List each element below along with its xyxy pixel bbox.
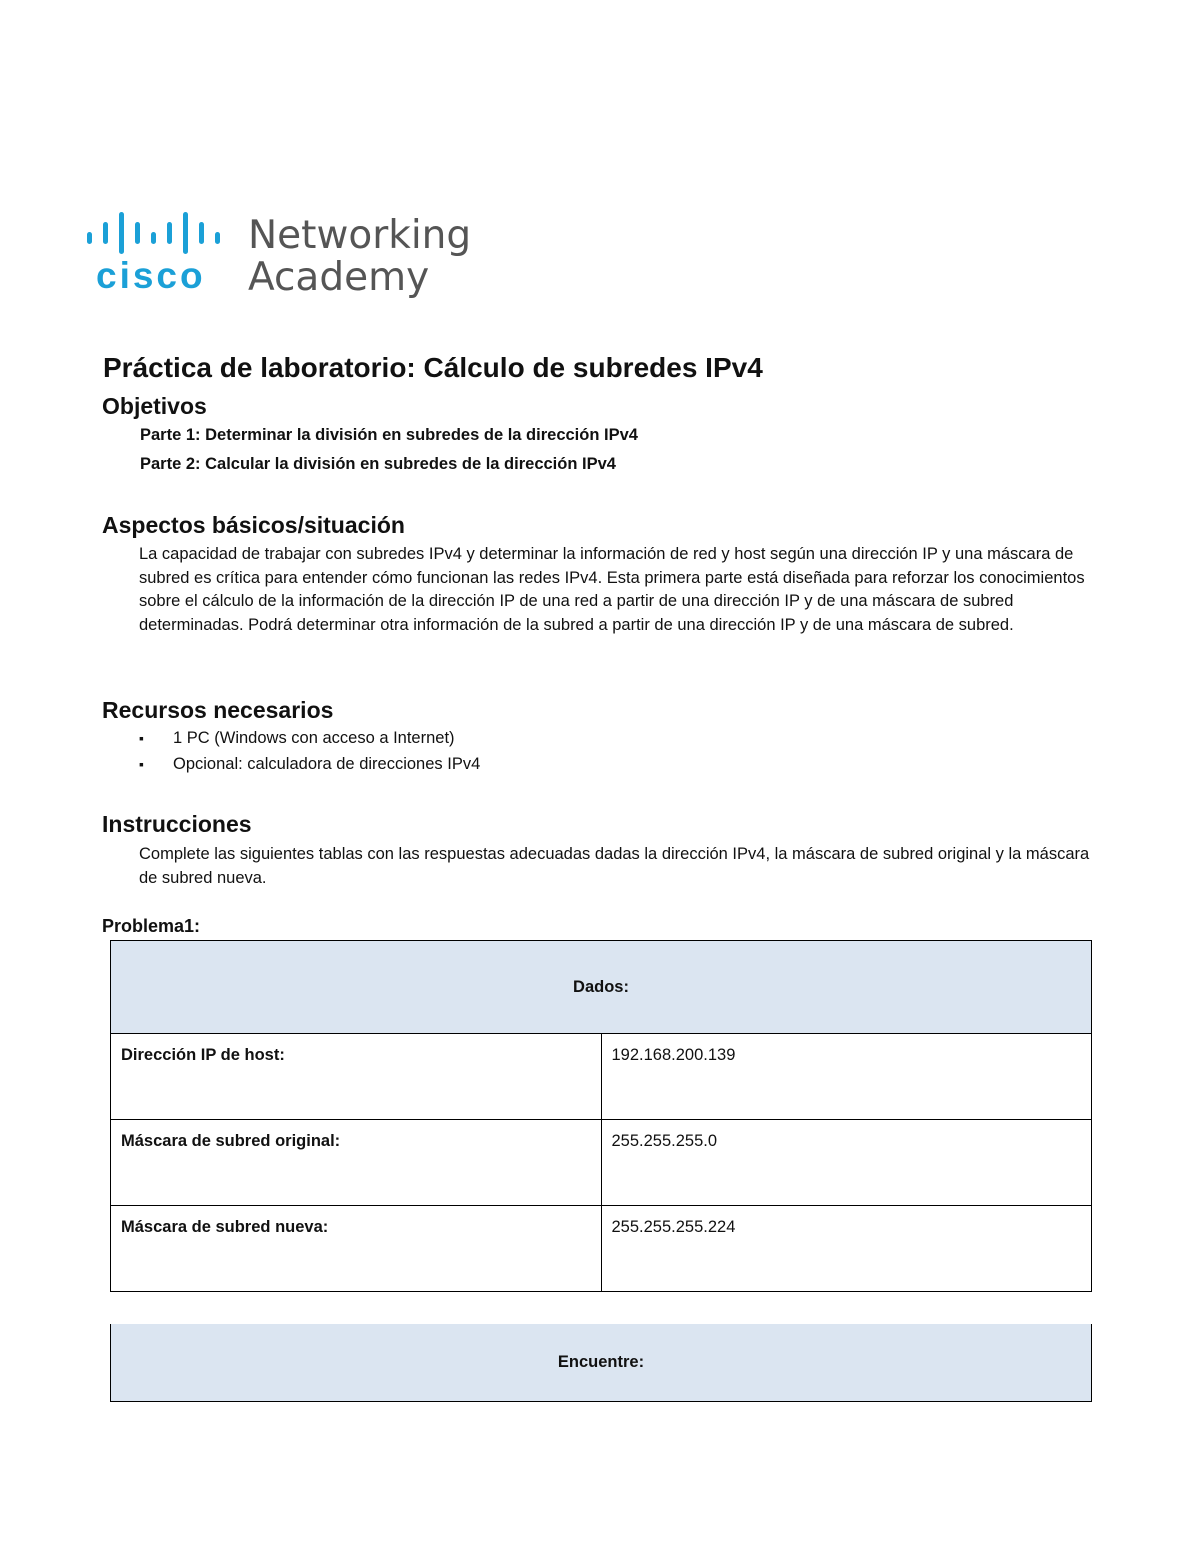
find-header [110,1324,1092,1402]
list-item [139,727,480,753]
row-label-host-ip: Dirección IP de host: [111,1034,602,1120]
resource-calculator: Opcional: calculadora de direcciones IPv4 [173,754,481,773]
given-header: Dados: [111,941,1092,1034]
row-value-new-mask: 255.255.255.224 [601,1206,1092,1292]
resource-pc: 1 PC (Windows con acceso a Internet) [173,729,455,747]
problem-1-label: Problema1: [102,916,201,936]
table-row [111,1120,1092,1206]
bullet-icon: ▪ [139,755,144,772]
row-value-host-ip: 192.168.200.139 [601,1034,1092,1120]
table-row [111,1034,1092,1120]
resources-heading: Recursos necesarios [102,697,334,723]
objectives-heading: Objetivos [102,393,207,419]
objective-part-1: Parte 1: Determinar la división en subredes de la dirección IPv4 [140,426,638,444]
bullet-icon: ▪ [139,730,144,746]
cisco-logo-icon [84,208,474,303]
background-text: La capacidad de trabajar con subredes IPv4 y determinar la información de red y host según una dirección IP y una máscara de subred es crítica para entender cómo funcionan las redes IPv4. Esta primera parte está diseñada para reforzar los conocimientos sobre el cálculo de la información de la dirección IP de una red a partir de una dirección IP y de una máscara de subred determinadas. Podrá determinar otra información de la subred a partir de una dirección IP y de una máscara de subred. [139,545,1085,634]
instructions-heading: Instrucciones [102,811,252,837]
background-heading: Aspectos básicos/situación [102,512,405,538]
table-row [111,1206,1092,1292]
row-label-original-mask: Máscara de subred original: [111,1120,602,1206]
objective-part-2: Parte 2: Calcular la división en subredes de la dirección IPv4 [140,455,616,473]
table-header-row [111,941,1092,1034]
row-value-original-mask: 255.255.255.0 [601,1120,1092,1206]
logo-line-academy: Academy [248,255,430,300]
cisco-wordmark: cisco [96,255,206,296]
resources-list [139,727,480,778]
row-label-new-mask: Máscara de subred nueva: [111,1206,602,1292]
instructions-text: Complete las siguientes tablas con las respuestas adecuadas dadas la dirección IPv4, la máscara de subred original y la máscara de subred nueva. [139,845,1090,887]
cisco-networking-academy-logo [84,208,474,303]
find-header-label: Encuentre: [557,1353,645,1371]
page-title: Práctica de laboratorio: Cálculo de subredes IPv4 [103,352,763,383]
given-table [110,940,1092,1292]
list-item [139,753,480,779]
logo-line-networking: Networking [248,213,472,258]
